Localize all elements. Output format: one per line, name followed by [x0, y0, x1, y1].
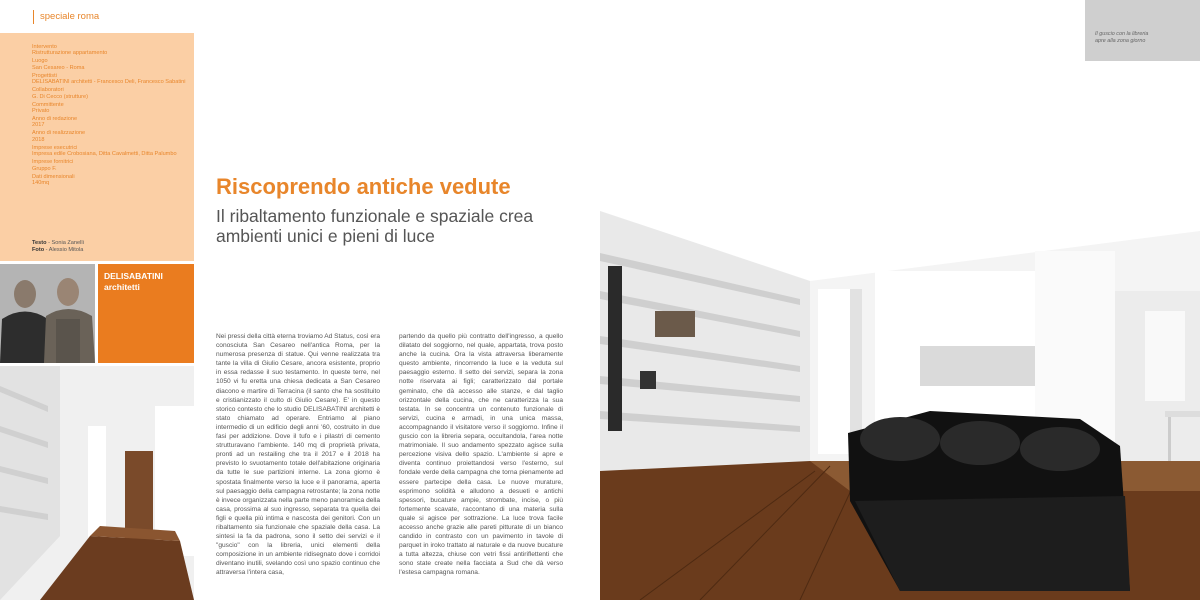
caption-line-1: Il guscio con la libreria [1095, 31, 1149, 37]
body-column-1: Nei pressi della città eterna troviamo Ad Status, così era conosciuta San Cesareo nell'antica Roma, per la numerosa presenza di statue. Qui venne realizzata tra tante la villa di Giulio Cesare, ancora esistente, proprio in essa redasse il suo testamento. In queste terre, nel 1050 vi fu eretta una chiesa dedicata a San Cesareo diacono e martire di Terracina (il santo che ha sostituito e cristianizzato il culto di Giulio Cesare). E' in questo storico contesto che lo studio DELISABATINI architetti è stato chiamato ad operare. Entriamo al piano intermedio di un edificio degli anni '60, costruito in due fasi per addizione. Dove il tufo e i pilastri di cemento strutturavano l'ambiente. 140 mq di proprietà privata, pronti ad un restailing che tra il 2017 e il 2018 ha previsto lo svuotamento totale dell'abitazione originaria da tutte le sue partizioni interne. La zona giorno è spostata finalmente verso la luce e il panorama, aperta sul paesaggio della campagna retrostante; la zona notte è invece organizzata nella parte meno panoramica della casa, prossima al suo ingresso, separata tra quella dei figli e quella più intima e nascosta dei genitori. Con un ribaltamento sia funzionale che spaziale della casa. La sintesi la fa da padrona, sono il setto dei servizi e il "guscio" con la libreria, unici elementi della composizione in un ambiente ridisegnato dove i corridoi diventano inutili, svelando così uno spazio continuo che attraversa l'intera casa, [216, 333, 380, 577]
credit-label: Committente [32, 101, 64, 108]
credit-label: Anno di realizzazione [32, 130, 86, 137]
credit-value: Impresa edile Crobosiana, Ditta Cavalmetti, Ditta Palumbo [32, 151, 177, 158]
credit-item [32, 159, 190, 172]
credit-value: 2017 [32, 122, 45, 129]
photo-author: Alessio Mitola [48, 247, 84, 253]
credit-value: 140mq [32, 180, 50, 187]
credits-list [32, 44, 190, 188]
photo-label: Foto [32, 247, 45, 253]
credit-value: Privato [32, 108, 50, 115]
architects-box [98, 264, 194, 363]
credit-label: Luogo [32, 58, 48, 65]
architects-portrait [0, 264, 95, 363]
text-label: Testo [32, 240, 47, 246]
credit-value: Ristrutturazione appartamento [32, 50, 108, 57]
header-rule [33, 10, 34, 24]
credit-label: Collaboratori [32, 87, 64, 94]
credit-item [32, 174, 190, 187]
credit-item [32, 130, 190, 143]
byline: Testo - Sonia Zanelli Foto - Alessio Mitola [32, 240, 84, 253]
living-room-photo [600, 171, 1200, 600]
credit-label: Dati dimensionali [32, 173, 75, 180]
architects-name-line2: architetti [104, 282, 140, 292]
credit-label: Progettisti [32, 72, 57, 79]
credit-item [32, 44, 190, 57]
credit-value: DELISABATINI architetti - Francesco Deli, Francesco Sabatini [32, 79, 186, 86]
body-column-2: partendo da quello più contratto dell'ingresso, a quello dilatato del soggiorno, nel quale, appartata, trova posto anche la cucina. Ora la vista attraversa liberamente questo ambiente, rincorrendo la luce e la veduta sul paesaggio esterno. Il setto dei servizi, separa la zona notte riservata ai figli; caratterizzato dal portale geminato, che dà accesso alle stanze, e dal taglio orizzontale della cucina, che ne caratterizza la sua testata. In se concentra un contenuto funzionale di servizi, cucina e armadi, in una unica massa, accompagnando il visitatore verso il soggiorno. Infine il guscio con la libreria separa, occultandola, l'area notte matrimoniale. Il suo andamento spezzato agisce sulla percezione visiva dello spazio. L'ambiente si apre e diventa continuo proiettandosi verso l'esterno, sul fondale verde della campagna che torna pienamente ad essere partecipe della casa. Le nuove murature, esprimono solidità e alludono a desueti e antichi spessori, bucature ampie, strombate, incise, o più fortemente scavate, raccontano di una materia sulla quale si agisce per sottrazione. La luce trova facile accesso anche grazie alle pareti pitturate di un bianco candido in contrasto con un pavimento in tavole di parquet in iroko trattato al naturale e da nuove bucature a tutta altezza, chiuse con vetri fissi antiriflettenti che sono state create nella facciata a Sud che dà verso l'estesa campagna romana. [399, 333, 563, 577]
credit-item [32, 145, 190, 158]
credits-panel [0, 33, 194, 261]
credit-label: Imprese fornitrici [32, 159, 74, 166]
credit-item [32, 87, 190, 100]
architects-portrait-image [0, 264, 95, 363]
corridor-photo [0, 366, 194, 600]
photo-caption [1095, 31, 1148, 45]
credit-value: Gruppo F. [32, 165, 57, 172]
credit-value: 2018 [32, 136, 45, 143]
credit-label: Imprese esecutrici [32, 144, 78, 151]
caption-line-2: apre alla zona giorno [1095, 38, 1146, 44]
article-subtitle: Il ribaltamento funzionale e spaziale crea ambienti unici e pieni di luce [216, 206, 534, 246]
credit-item [32, 58, 190, 71]
living-room-photo-image [600, 171, 1200, 600]
credit-item [32, 102, 190, 115]
architects-name [104, 271, 163, 293]
section-label: speciale roma [40, 11, 100, 22]
credit-item [32, 116, 190, 129]
credit-item [32, 73, 190, 86]
credit-label: Anno di redazione [32, 116, 78, 123]
credit-value: San Cesareo - Roma [32, 64, 85, 71]
article-title: Riscoprendo antiche vedute [216, 174, 511, 199]
corridor-photo-image [0, 366, 194, 600]
caption-box [1085, 0, 1200, 61]
architects-name-line1: DELISABATINI [104, 271, 163, 281]
text-author: Sonia Zanelli [51, 240, 84, 246]
credit-value: G. Di Cecco (strutture) [32, 93, 88, 100]
credit-label: Intervento [32, 44, 57, 50]
